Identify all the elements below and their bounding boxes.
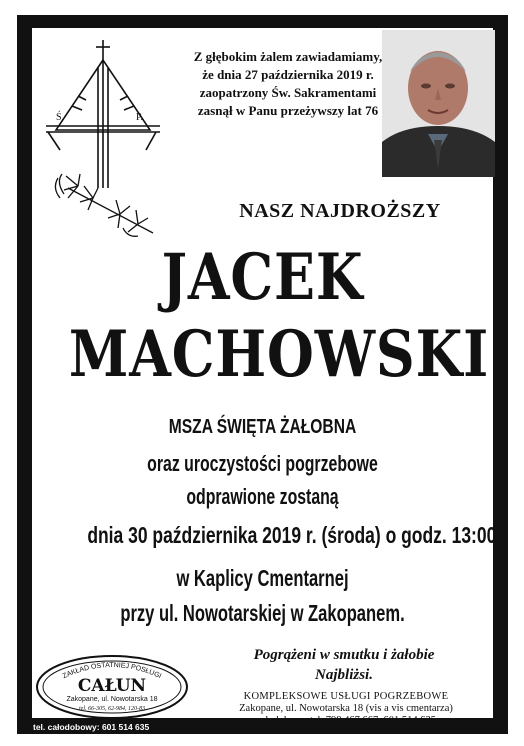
funeral-firm-info — [200, 691, 492, 727]
service-line: w Kaplicy Cmentarnej — [176, 565, 349, 591]
cross-letter-left: Ś. — [56, 112, 65, 123]
phone-strip: tel. całodobowy: 601 514 635 — [33, 722, 150, 732]
logo-name: CAŁUN — [77, 676, 147, 696]
firm-line: KOMPLEKSOWE USŁUGI POGRZEBOWE — [243, 691, 449, 702]
cross-letter-right: P. — [136, 112, 143, 123]
logo-address: Zakopane, ul. Nowotarska 18 — [66, 696, 158, 703]
service-line: oraz uroczystości pogrzebowe — [147, 451, 378, 476]
subtitle: NASZ NAJDROŻSZY — [239, 200, 441, 222]
mourners-line: Pogrążeni w smutku i żałobie — [253, 647, 435, 663]
service-date-line: dnia 30 października 2019 r. (środa) o godz. 13:00 — [87, 522, 497, 548]
calun-logo — [35, 654, 190, 720]
wooden-cross-icon — [38, 38, 168, 238]
announcement-line: że dnia 27 października 2019 r. — [202, 67, 374, 82]
announcement-line: zaopatrzony Św. Sakramentami — [199, 85, 377, 100]
logo-top-text: ZAKŁAD OSTATNIEJ POSŁUGI — [61, 661, 163, 681]
portrait-photo — [382, 30, 495, 177]
firm-line: całodobowy tel. 798 467 667, 601 514 635 — [256, 715, 436, 726]
announcement-line: Z głębokim żalem zawiadamiamy, — [193, 49, 383, 64]
announcement-line: zasnął w Panu przeżywszy lat 76 — [197, 103, 379, 118]
firm-line: Zakopane, ul. Nowotarska 18 (vis a vis cmentarza) — [239, 703, 453, 714]
deceased-first-name: JACEK — [161, 240, 364, 315]
mourners-text — [200, 645, 488, 685]
service-line: odprawione zostaną — [186, 484, 339, 509]
deceased-last-name: MACHOWSKI — [68, 317, 490, 392]
service-heading: MSZA ŚWIĘTA ŻAŁOBNA — [168, 416, 357, 438]
logo-phones: tel. 66-305, 62-984, 120-83 — [79, 706, 145, 712]
service-line: przy ul. Nowotarskiej w Zakopanem. — [120, 600, 405, 626]
announcement-text — [192, 48, 384, 120]
mourners-line: Najbliżsi. — [315, 667, 373, 683]
